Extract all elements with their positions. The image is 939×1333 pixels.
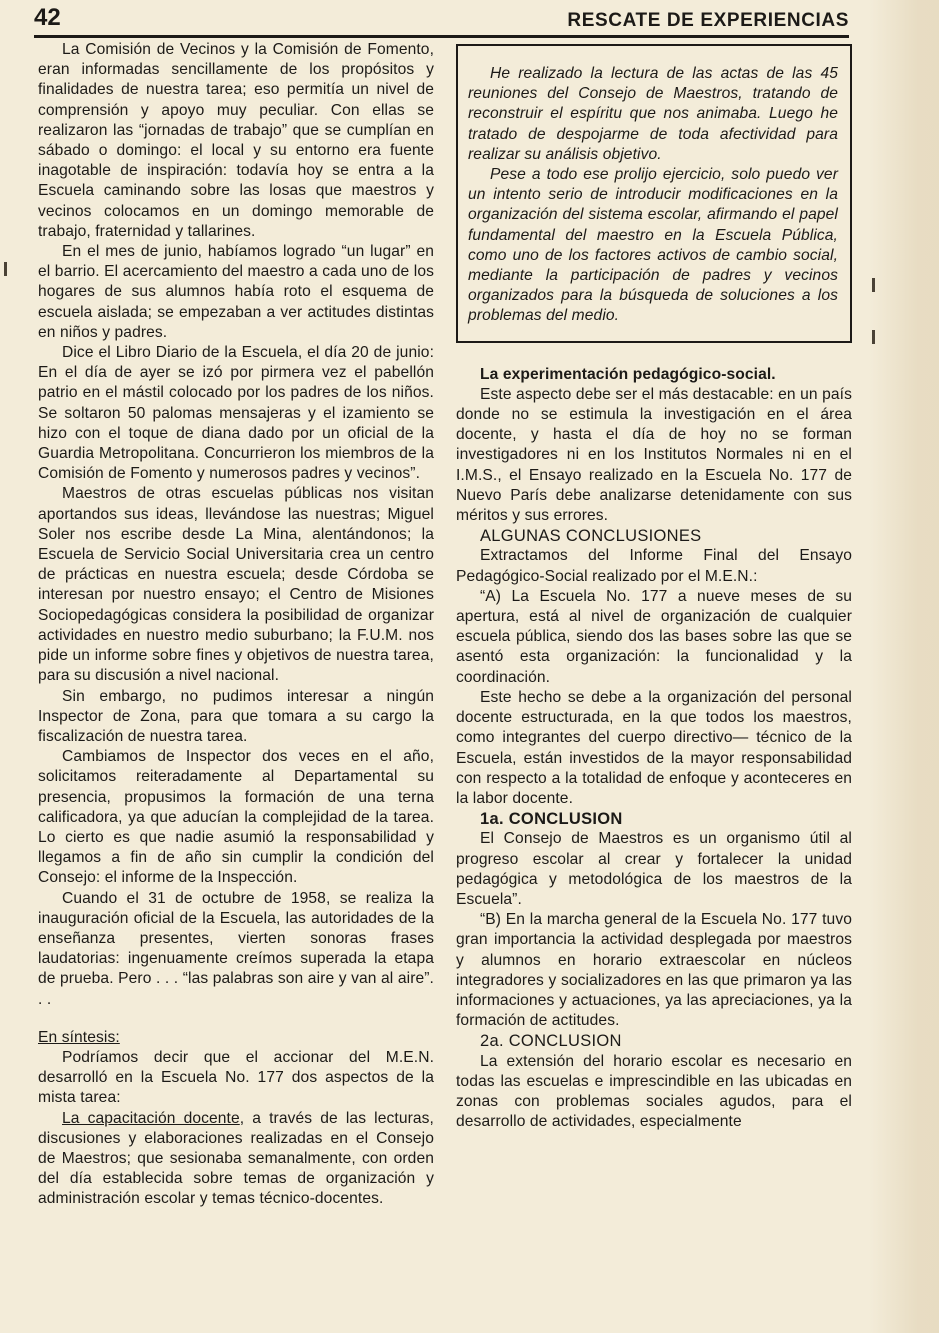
- margin-mark: [872, 330, 875, 344]
- body-paragraph: La extensión del horario escolar es necesario en todas las escuelas e imprescindible en las ubicadas en zonas con problemas sociales agudos, para el desarrollo de actividades, especialmente: [456, 1052, 852, 1131]
- body-paragraph: La Comisión de Vecinos y la Comisión de Fomento, eran informadas sencillamente de los propósitos y finalidades de nuestra tarea; eso permitía un nivel de comprensión y apoyo muy peculiar. Con ellas se realizaron las “jornadas de trabajo” que se cumplían en sábado o domingo: el local y su entorno era fuente inagotable de inspiración: todavía hoy se entra a la Escuela caminando sobre las losas que maestros y vecinos colocamos en un domingo memorable de trabajo, fraternidad y tallarines.: [38, 41, 434, 240]
- experimentation-subhead: La experimentación pedagógico-social.: [480, 365, 776, 383]
- body-paragraph: [38, 1109, 434, 1210]
- body-paragraph: Cuando el 31 de octubre de 1958, se realiza la inauguración oficial de la Escuela, las autoridades de la enseñanza presentes, vierten sonoras frases laudatorias: ingenuamente creímos superada la etapa de prueba. Pero . . . “las palabras son aire y van al aire”. . .: [38, 889, 434, 1008]
- running-title: RESCATE DE EXPERIENCIAS: [567, 10, 849, 31]
- page-edge-shadow: [869, 0, 939, 1333]
- page-number: 42: [34, 4, 61, 31]
- synthesis-label: En síntesis:: [38, 1028, 120, 1046]
- spacer: [38, 1010, 434, 1028]
- body-paragraph: Sin embargo, no pudimos interesar a ningún Inspector de Zona, para que tomara a su cargo la fiscalización de nuestra tarea.: [38, 687, 434, 745]
- training-lead: La capacitación docente: [62, 1109, 240, 1127]
- body-paragraph: “A) La Escuela No. 177 a nueve meses de su apertura, está al nivel de organización de cualquier escuela pública, siendo dos las bases sobre las que se asentó esta organización: la funcionalidad y la coordinación.: [456, 587, 852, 686]
- body-paragraph: “B) En la marcha general de la Escuela No. 177 tuvo gran importancia la actividad desplegada por maestros y alumnos en horario extraescolar en núcleos integradores y socializadores en las que primaron ya las informaciones y actuaciones, ya las apreciaciones, ya la formación de actitudes.: [456, 911, 852, 1030]
- header-rule: [34, 35, 849, 38]
- body-paragraph: Maestros de otras escuelas públicas nos visitan aportandos sus ideas, llevándose las nuestras; Miguel Soler nos escribe desde La Mina, alentándonos; la Escuela de Servicio Social Universitaria crea un centro de prácticas en nuestra escuela; desde Córdoba se interesan por nuestro ensayo; el Centro de Misiones Sociopedagógicas considera la posibilidad de organizar actividades en nuestro medio suburbano; la F.U.M. nos pide un informe sobre fines y objetivos de nuestra tarea, para su discusión a nivel nacional.: [38, 485, 434, 685]
- left-column: [38, 40, 434, 1210]
- body-paragraph: Extractamos del Informe Final del Ensayo Pedagógico-Social realizado por el M.E.N.:: [456, 547, 852, 585]
- body-paragraph: Este aspecto debe ser el más destacable: en un país donde no se estimula la investigación en el área docente, y hasta el día de hoy no se forman investigadores ni en los Institutos Normales ni en el I.M.S., el Ensayo realizado en la Escuela No. 177 de Nuevo París debe analizarse detenidamente con sus méritos y sus errores.: [456, 385, 852, 525]
- body-paragraph: Dice el Libro Diario de la Escuela, el día 20 de junio: En el día de ayer se izó por pirmera vez el pabellón patrio en el mástil colocado por los padres de los niños. Se soltaron 50 palomas mensajeras y el izamiento se hizo con el toque de diana dado por un oficial de la Guardia Metropolitana. Concurrieron los miembros de la Comisión de Fomento y numerosos padres y vecinos”.: [38, 344, 434, 483]
- first-conclusion-heading: 1a. CONCLUSION: [480, 810, 623, 829]
- body-paragraph: En el mes de junio, habíamos logrado “un lugar” en el barrio. El acercamiento del maestro a cada uno de los hogares de sus alumnos había roto el esquema de escuela aislada; se empezaban a ver actitudes distintas en niños y padres.: [38, 243, 434, 341]
- body-paragraph: Este hecho se debe a la organización del personal docente estructurada, en la que todos los maestros, como integrantes del cuerpo directivo— técnico de la Escuela, están investidos de la mayor responsabilidad con respecto a la totalidad de enfoque y aconteceres en la labor docente.: [456, 688, 852, 807]
- second-conclusion-heading: 2a. CONCLUSION: [480, 1032, 622, 1051]
- training-text: , a través de las lecturas, discusiones y elaboraciones realizadas en el Consejo de Maestros; que sesionaba semanalmente, con orden del día establecida sobre temas de organización y administración escolar y temas técnico-docentes.: [38, 1109, 434, 1208]
- body-paragraph: El Consejo de Maestros es un organismo útil al progreso escolar al crear y fortalecer la unidad pedagógica y metodológica de los maestros de la Escuela”.: [456, 830, 852, 908]
- body-paragraph: Podríamos decir que el accionar del M.E.N. desarrolló en la Escuela No. 177 dos aspectos de la mista tarea:: [38, 1048, 434, 1107]
- quote-paragraph: He realizado la lectura de las actas de las 45 reuniones del Consejo de Maestros, tratando de reconstruir el espíritu que nos animaba. Luego he tratado de despojarme de toda afectividad para realizar su análisis objetivo.: [468, 65, 838, 163]
- quote-box: [456, 44, 852, 343]
- right-column: [456, 44, 852, 1132]
- margin-mark: [4, 262, 7, 276]
- margin-mark: [872, 278, 875, 292]
- body-paragraph: Cambiamos de Inspector dos veces en el año, solicitamos reiteradamente al Departamental su presencia, propusimos la formación de una terna calificadora, ya que aducían la complejidad de la tarea. Lo cierto es que nadie asumió la responsabilidad y llegamos a fin de año sin cumplir la condición del Consejo: el informe de la Inspección.: [38, 748, 434, 887]
- conclusions-heading: ALGUNAS CONCLUSIONES: [480, 527, 702, 546]
- quote-paragraph: Pese a todo ese prolijo ejercicio, solo puedo ver un intento serio de introducir modificaciones en la organización del sistema escolar, afirmando el papel fundamental del maestro en la Escuela Pública, como uno de los factores activos de cambio social, mediante la participación de padres y vecinos organizados para la búsqueda de soluciones a los problemas del medio.: [468, 166, 838, 325]
